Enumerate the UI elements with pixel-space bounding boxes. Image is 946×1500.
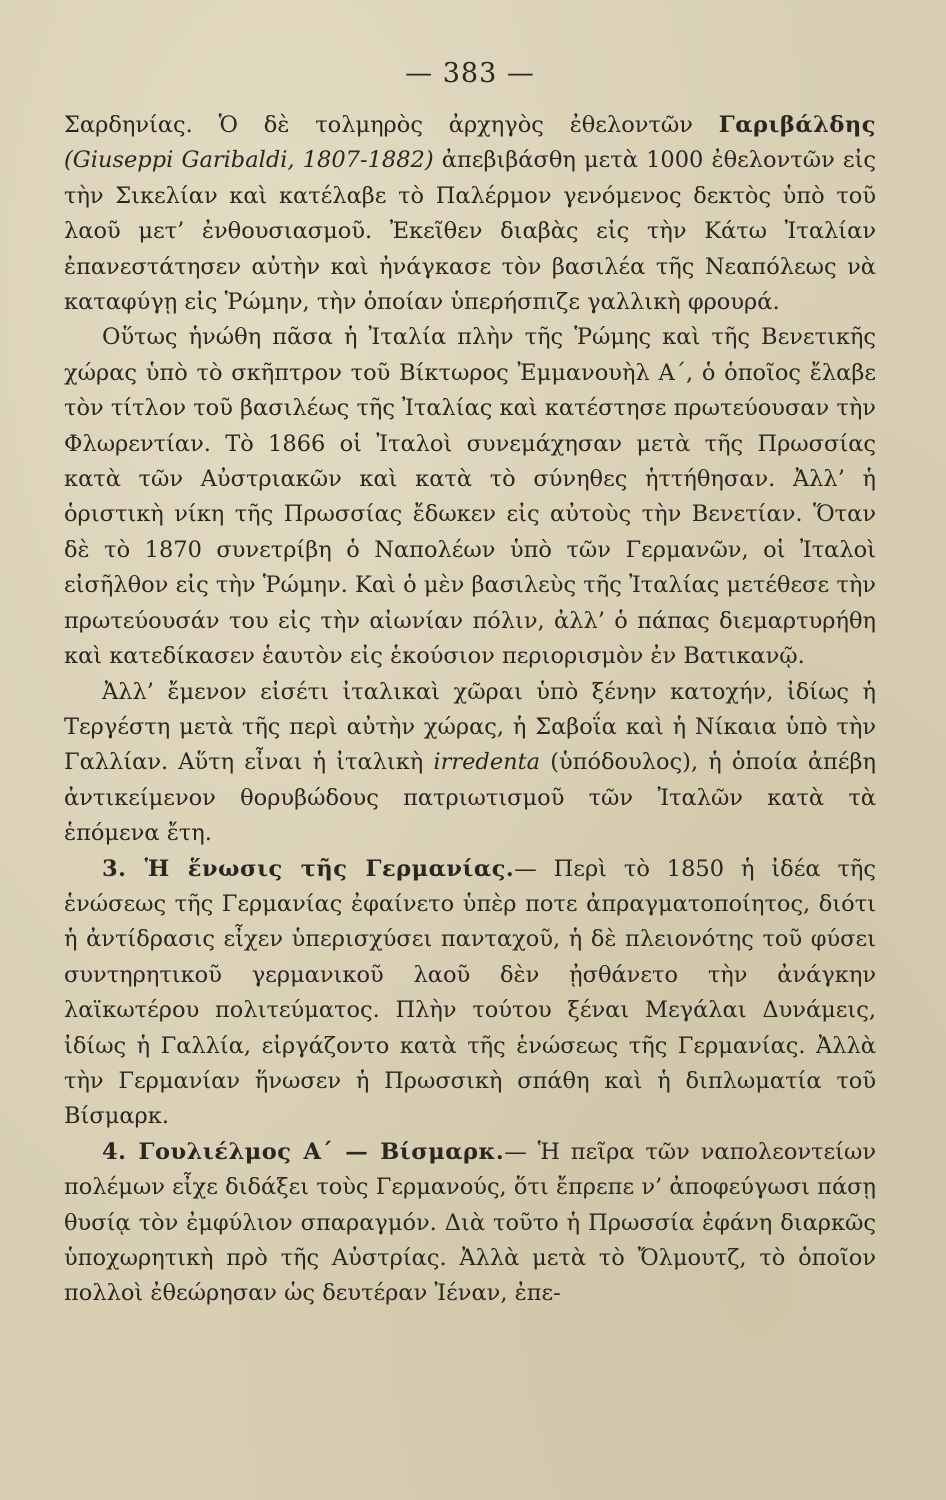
- p4-body: — Περὶ τὸ 1850 ἡ ἰδέα τῆς ἑνώσεως τῆς Γερμανίας ἐφαίνετο ὑπὲρ ποτε ἀπραγματοποίητος, διότι ἡ ἀντίδρασις εἶχεν ὑπερισχύσει πανταχοῦ, ἡ δὲ πλειονότης τοῦ φύσει συντηρητικοῦ γερμανικοῦ λαοῦ δὲν ᾐσθάνετο τὴν ἀνάγκην λαϊκωτέρου πολιτεύματος. Πλὴν τούτου ξέναι Μεγάλαι Δυνάμεις, ἰδίως ἡ Γαλλία, εἰργάζοντο κατὰ τῆς ἑνώσεως τῆς Γερμανίας. Ἀλλὰ τὴν Γερμανίαν ἥνωσεν ἡ Πρωσσικὴ σπάθη καὶ ἡ διπλωματία τοῦ Βίσμαρκ.: [64, 855, 876, 1130]
- section-heading-german-unification: 3. Ἡ ἕνωσις τῆς Γερμανίας.: [102, 855, 515, 882]
- irredenta-term: irredenta: [433, 749, 541, 776]
- p3-text-a: Ἀλλ’ ἔμενον εἰσέτι ἰταλικαὶ χῶραι ὑπὸ ξένην κατοχήν, ἰδίως ἡ Τεργέστη μετὰ τῆς περὶ αὐτὴν χώρας, ἡ Σαβοΐα καὶ ἡ Νίκαια ὑπὸ τὴν Γαλλίαν. Αὕτη εἶναι ἡ ἰταλικὴ: [64, 678, 876, 776]
- paragraph-garibaldi: [64, 108, 876, 320]
- paragraph-wilhelm-bismarck: [64, 1135, 876, 1312]
- paragraph-italian-unification: Οὕτως ἡνώθη πᾶσα ἡ Ἰταλία πλὴν τῆς Ῥώμης καὶ τῆς Βενετικῆς χώρας ὑπὸ τὸ σκῆπτρον τοῦ Βίκτωρος Ἐμμανουὴλ Α΄, ὁ ὁποῖος ἔλαβε τὸν τίτλον τοῦ βασιλέως τῆς Ἰταλίας καὶ κατέστησε πρωτεύουσαν τὴν Φλωρεντίαν. Τὸ 1866 οἱ Ἰταλοὶ συνεμάχησαν μετὰ τῆς Πρωσσίας κατὰ τῶν Αὐστριακῶν καὶ κατὰ τὸ σύνηθες ἡττήθησαν. Ἀλλ’ ἡ ὁριστικὴ νίκη τῆς Πρωσσίας ἔδωκεν εἰς αὐτοὺς τὴν Βενετίαν. Ὅταν δὲ τὸ 1870 συνετρίβη ὁ Ναπολέων ὑπὸ τῶν Γερμανῶν, οἱ Ἰταλοὶ εἰσῆλθον εἰς τὴν Ῥώμην. Καὶ ὁ μὲν βασιλεὺς τῆς Ἰταλίας μετέθεσε τὴν πρωτεύουσάν του εἰς τὴν αἰωνίαν πόλιν, ἀλλ’ ὁ πάπας διεμαρτυρήθη καὶ κατεδίκασεν ἑαυτὸν εἰς ἑκούσιον περιορισμὸν ἐν Βατικανῷ.: [64, 324, 876, 670]
- p5-body: — Ἡ πεῖρα τῶν ναπολεοντείων πολέμων εἶχε διδάξει τοὺς Γερμανούς, ὅτι ἔπρεπε ν’ ἀποφεύγωσι πάσῃ θυσίᾳ τὸν ἐμφύλιον σπαραγμόν. Διὰ τοῦτο ἡ Πρωσσία ἐφάνη διαρκῶς ὑποχωρητικὴ πρὸ τῆς Αὐστρίας. Ἀλλὰ μετὰ τὸ Ὄλμουτζ, τὸ ὁποῖον πολλοὶ ἐθεώρησαν ὡς δευτέραν Ἰέναν, ἐπε-: [64, 1138, 876, 1307]
- section-heading-wilhelm-bismarck: 4. Γουλιέλμος Α΄ — Βίσμαρκ.: [102, 1138, 505, 1165]
- page-number: — 383 —: [405, 58, 535, 89]
- p1-text-c: ἀπεβιβάσθη μετὰ 1000 ἐθελοντῶν εἰς τὴν Σικελίαν καὶ κατέλαβε τὸ Παλέρμον γενόμενος δεκτὸς ὑπὸ τοῦ λαοῦ μετ’ ἐνθουσιασμοῦ. Ἐκεῖθεν διαβὰς εἰς τὴν Κάτω Ἰταλίαν ἐπανεστάτησεν αὐτὴν καὶ ἠνάγκασε τὸν βασιλέα τῆς Νεαπόλεως νὰ καταφύγῃ εἰς Ῥώμην, τὴν ὁποίαν ὑπερήσπιζε γαλλικὴ φρουρά.: [64, 147, 876, 316]
- paragraph-german-unification: [64, 852, 876, 1135]
- p3-text-b: (ὑπόδουλος), ἡ ὁποία ἀπέβη ἀντικείμενον θορυβώδους πατριωτισμοῦ τῶν Ἰταλῶν κατὰ τὰ ἑπόμενα ἔτη.: [64, 749, 876, 847]
- paragraph-irredenta: [64, 675, 876, 852]
- garibaldi-dates: (Giuseppi Garibaldi, 1807-1882): [64, 147, 434, 174]
- p1-text-a: Σαρδηνίας. Ὁ δὲ τολμηρὸς ἀρχηγὸς ἐθελοντῶν: [64, 112, 719, 138]
- body-text: [64, 108, 876, 1312]
- garibaldi-name: Γαριβάλδης: [718, 112, 876, 138]
